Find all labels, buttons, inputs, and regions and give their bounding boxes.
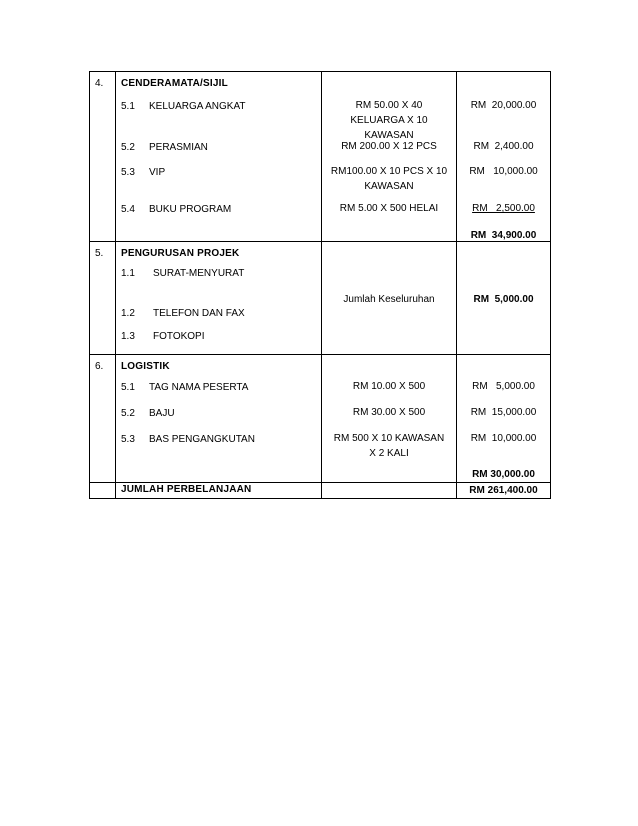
item-label: TAG NAMA PESERTA [149,382,249,393]
section-number-cell [90,242,116,355]
item-label: BAS PENGANGKUTAN [149,434,255,445]
list-item [116,268,321,279]
section-items-cell [116,242,322,355]
item-number: 5.4 [121,204,135,215]
item-amount: RM 20,000.00 [470,100,537,111]
calc-cell [322,72,457,242]
calc-cell [322,355,457,483]
list-item [116,204,321,215]
item-number: 1.1 [121,268,135,279]
section-items-cell [116,72,322,242]
total-blank-cell [90,483,116,499]
section-number: 6. [95,361,104,372]
item-amount: RM 10,000.00 [470,433,537,444]
item-label: VIP [149,167,166,178]
item-number: 5.1 [121,382,135,393]
amount-cell [457,72,551,242]
item-amount: RM 5,000.00 [472,381,535,392]
list-item [116,308,321,319]
section-number-cell [90,72,116,242]
item-calc: RM 5.00 X 500 HELAI [339,203,439,214]
total-label: JUMLAH PERBELANJAAN [121,484,252,495]
item-amount: RM 10,000.00 [469,166,538,177]
item-number: 5.3 [121,434,135,445]
section-row [90,72,551,242]
item-calc: RM 30.00 X 500 [352,407,426,418]
total-blank-cell [322,483,457,499]
amount-cell [457,355,551,483]
list-item [116,101,321,112]
item-number: 1.3 [121,331,135,342]
item-amount: RM 15,000.00 [470,407,537,418]
section-subtotal: RM 30,000.00 [472,469,535,480]
section-row [90,355,551,483]
item-calc: RM 50.00 X 40 KELUARGA X 10 KAWASAN [350,100,428,141]
budget-table [89,71,551,499]
total-amount: RM 261,400.00 [469,485,538,496]
item-amount: RM 2,500.00 [472,203,535,214]
section-subtotal: RM 34,900.00 [470,230,537,241]
list-item [116,408,321,419]
section-title: PENGURUSAN PROJEK [121,248,240,259]
item-label: SURAT-MENYURAT [153,268,245,279]
item-label: BUKU PROGRAM [149,204,232,215]
section-number-cell [90,355,116,483]
list-item [116,434,321,445]
total-row [90,483,551,499]
item-label: KELUARGA ANGKAT [149,101,246,112]
section-items-cell [116,355,322,483]
item-amount: RM 2,400.00 [473,141,534,152]
section-number: 5. [95,248,104,259]
item-number: 5.1 [121,101,135,112]
item-number: 1.2 [121,308,135,319]
item-label: TELEFON DAN FAX [153,308,245,319]
item-number: 5.3 [121,167,135,178]
section-calc: Jumlah Keseluruhan [343,294,435,305]
section-number: 4. [95,78,104,89]
item-label: BAJU [149,408,175,419]
list-item [116,331,321,342]
list-item [116,167,321,178]
total-amount-cell [457,483,551,499]
list-item [116,142,321,153]
item-calc: RM 500 X 10 KAWASAN X 2 KALI [333,433,445,459]
amount-cell [457,242,551,355]
section-subtotal: RM 5,000.00 [473,294,534,305]
item-label: PERASMIAN [149,142,208,153]
total-label-cell [116,483,322,499]
item-calc: RM 10.00 X 500 [352,381,426,392]
item-calc: RM100.00 X 10 PCS X 10 KAWASAN [330,166,448,192]
calc-cell [322,242,457,355]
item-number: 5.2 [121,408,135,419]
section-row [90,242,551,355]
section-title: LOGISTIK [121,361,170,372]
item-calc: RM 200.00 X 12 PCS [341,141,437,152]
item-number: 5.2 [121,142,135,153]
list-item [116,382,321,393]
section-title: CENDERAMATA/SIJIL [121,78,228,89]
item-label: FOTOKOPI [153,331,205,342]
